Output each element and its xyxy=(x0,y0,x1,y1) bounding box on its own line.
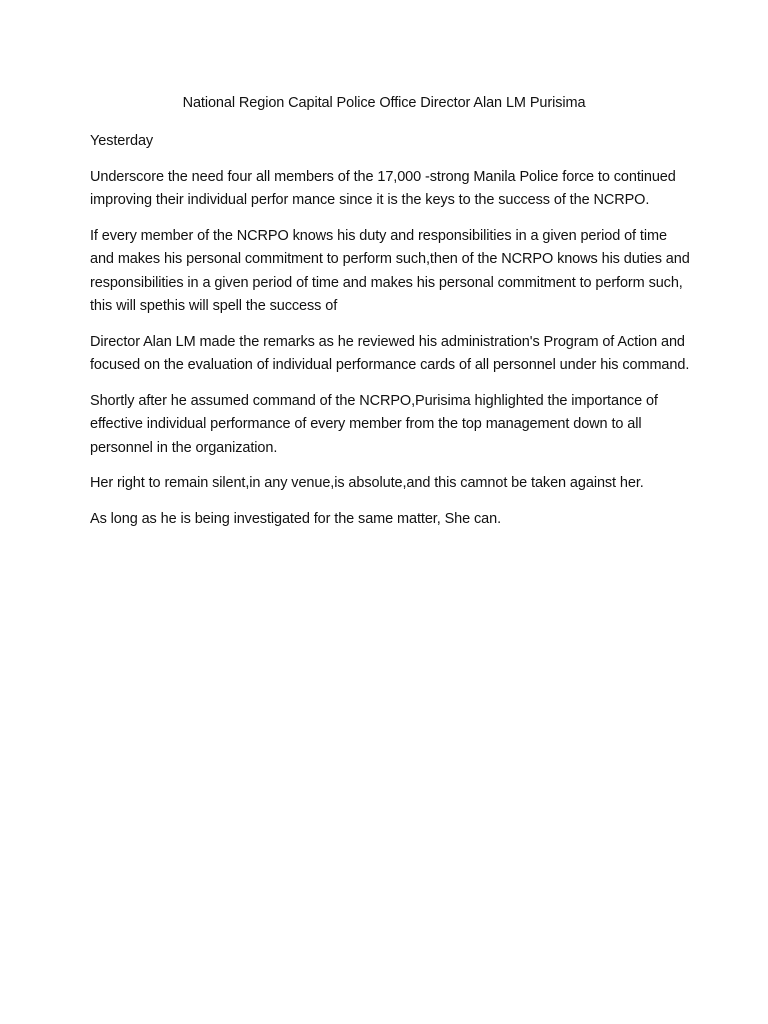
paragraph-2: If every member of the NCRPO knows his duty and responsibilities in a given period of time and makes his personal commitment to perform such,then of the NCRPO knows his duties and responsibilities in a given period of time and makes his personal commitment to perform such, this will spethis will spell the success of xyxy=(90,227,690,314)
paragraph-4: Shortly after he assumed command of the NCRPO,Purisima highlighted the importance of effective individual performance of every member from the top management down to all personnel in the organization. xyxy=(90,392,658,456)
dateline: Yesterday xyxy=(90,133,154,149)
paragraph-1: Underscore the need four all members of the 17,000 -strong Manila Police force to continued improving their individual perfor mance since it is the keys to the success of the NCRPO. xyxy=(90,168,676,208)
paragraph-3: Director Alan LM made the remarks as he reviewed his administration's Program of Action and focused on the evaluation of individual performance cards of all personnel under his command. xyxy=(90,333,690,373)
document-title: National Region Capital Police Office Director Alan LM Purisima xyxy=(182,95,586,111)
paragraph-5: Her right to remain silent,in any venue,is absolute,and this camnot be taken against her. xyxy=(90,475,644,491)
document-body xyxy=(90,130,690,543)
paragraph-6: As long as he is being investigated for the same matter, She can. xyxy=(90,510,502,527)
